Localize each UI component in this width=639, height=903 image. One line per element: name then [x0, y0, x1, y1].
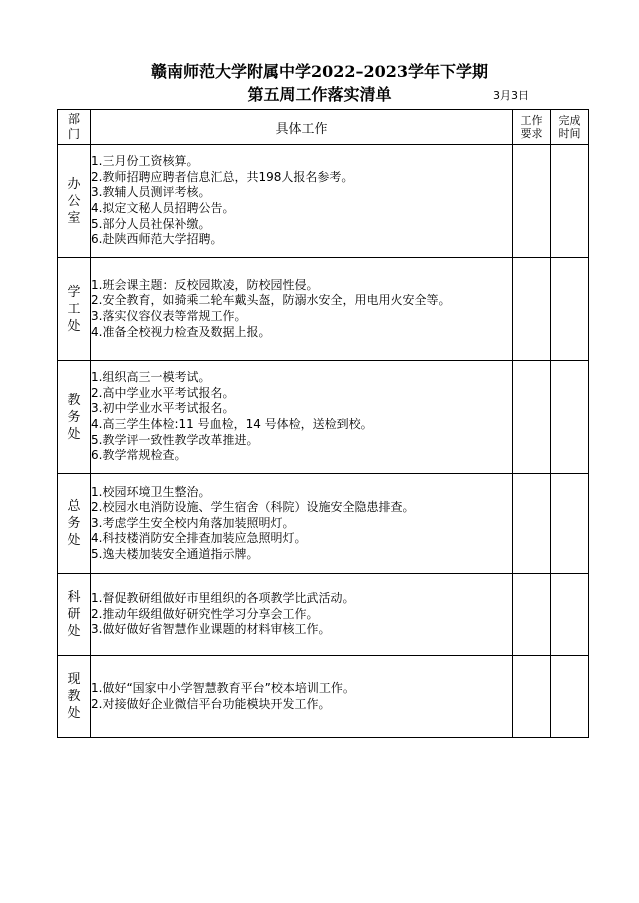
work-item: 3.做好做好省智慧作业课题的材料审核工作。 — [91, 622, 331, 637]
dept-cell: 总务处 — [58, 474, 91, 574]
document-date: 3月3日 — [493, 89, 529, 102]
table-header-row — [58, 110, 589, 145]
work-cell — [91, 656, 513, 738]
completion-time-cell — [551, 656, 589, 738]
work-item: 4.准备全校视力检查及数据上报。 — [91, 324, 271, 339]
requirement-cell — [513, 361, 551, 474]
work-cell — [91, 145, 513, 258]
work-item: 2.教师招聘应聘者信息汇总，共198人报名参考。 — [91, 169, 354, 184]
dept-cell: 科研处 — [58, 574, 91, 656]
work-item: 6.赴陕西师范大学招聘。 — [91, 232, 223, 247]
document-title-line2: 第五周工作落实清单 — [247, 85, 392, 104]
requirement-cell — [513, 145, 551, 258]
work-item: 1.班会课主题：反校园欺凌，防校园性侵。 — [91, 277, 319, 292]
work-item: 1.做好“国家中小学智慧教育平台”校本培训工作。 — [91, 680, 355, 695]
dept-cell: 教务处 — [58, 361, 91, 474]
completion-time-cell — [551, 574, 589, 656]
requirement-cell — [513, 656, 551, 738]
table-row — [58, 145, 589, 258]
work-item: 2.对接做好企业微信平台功能模块开发工作。 — [91, 696, 331, 711]
table-row — [58, 574, 589, 656]
completion-time-cell — [551, 145, 589, 258]
work-item: 3.落实仪容仪表等常规工作。 — [91, 309, 247, 323]
work-item: 1.校园环境卫生整治。 — [91, 484, 211, 499]
work-item: 3.初中学业水平考试报名。 — [91, 401, 235, 416]
header-completion-time: 完成时间 — [551, 110, 589, 145]
header-work: 具体工作 — [91, 110, 513, 145]
table-row — [58, 361, 589, 474]
completion-time-cell — [551, 474, 589, 574]
work-item: 5.逸夫楼加装安全通道指示牌。 — [91, 546, 259, 561]
document-title-line1: 赣南师范大学附属中学2022–2023学年下学期 — [150, 62, 489, 81]
work-cell — [91, 474, 513, 574]
table-row — [58, 474, 589, 574]
completion-time-cell — [551, 258, 589, 361]
header-dept: 部门 — [58, 110, 91, 145]
requirement-cell — [513, 574, 551, 656]
work-plan-table — [57, 109, 589, 738]
work-cell — [91, 574, 513, 656]
work-item: 2.安全教育，如骑乘二轮车戴头盔，防溺水安全，用电用火安全等。 — [91, 293, 451, 308]
work-item: 2.推动年级组做好研究性学习分享会工作。 — [91, 606, 319, 621]
completion-time-cell — [551, 361, 589, 474]
work-item: 1.组织高三一模考试。 — [91, 370, 211, 385]
work-item: 4.高三学生体检:11 号血检，14 号体检，送检到校。 — [91, 417, 373, 431]
work-item: 4.科技楼消防安全排查加装应急照明灯。 — [91, 531, 307, 546]
work-item: 3.考虑学生安全校内角落加装照明灯。 — [91, 515, 295, 530]
requirement-cell — [513, 474, 551, 574]
work-item: 2.高中学业水平考试报名。 — [91, 385, 235, 400]
requirement-cell — [513, 258, 551, 361]
dept-cell: 办公室 — [58, 145, 91, 258]
work-item: 5.部分人员社保补缴。 — [91, 216, 211, 231]
work-cell — [91, 258, 513, 361]
work-item: 3.教辅人员测评考核。 — [91, 185, 211, 200]
dept-cell: 现教处 — [58, 656, 91, 738]
table-row — [58, 258, 589, 361]
work-item: 1.三月份工资核算。 — [91, 154, 199, 169]
work-cell — [91, 361, 513, 474]
table-row — [58, 656, 589, 738]
dept-cell: 学工处 — [58, 258, 91, 361]
work-item: 1.督促教研组做好市里组织的各项教学比武活动。 — [91, 591, 355, 606]
header-requirement: 工作要求 — [513, 110, 551, 145]
work-item: 4.拟定文秘人员招聘公告。 — [91, 201, 235, 215]
work-item: 2.校园水电消防设施、学生宿舍（科院）设施安全隐患排查。 — [91, 500, 415, 515]
work-item: 5.教学评一致性教学改革推进。 — [91, 432, 259, 447]
work-item: 6.教学常规检查。 — [91, 448, 187, 463]
